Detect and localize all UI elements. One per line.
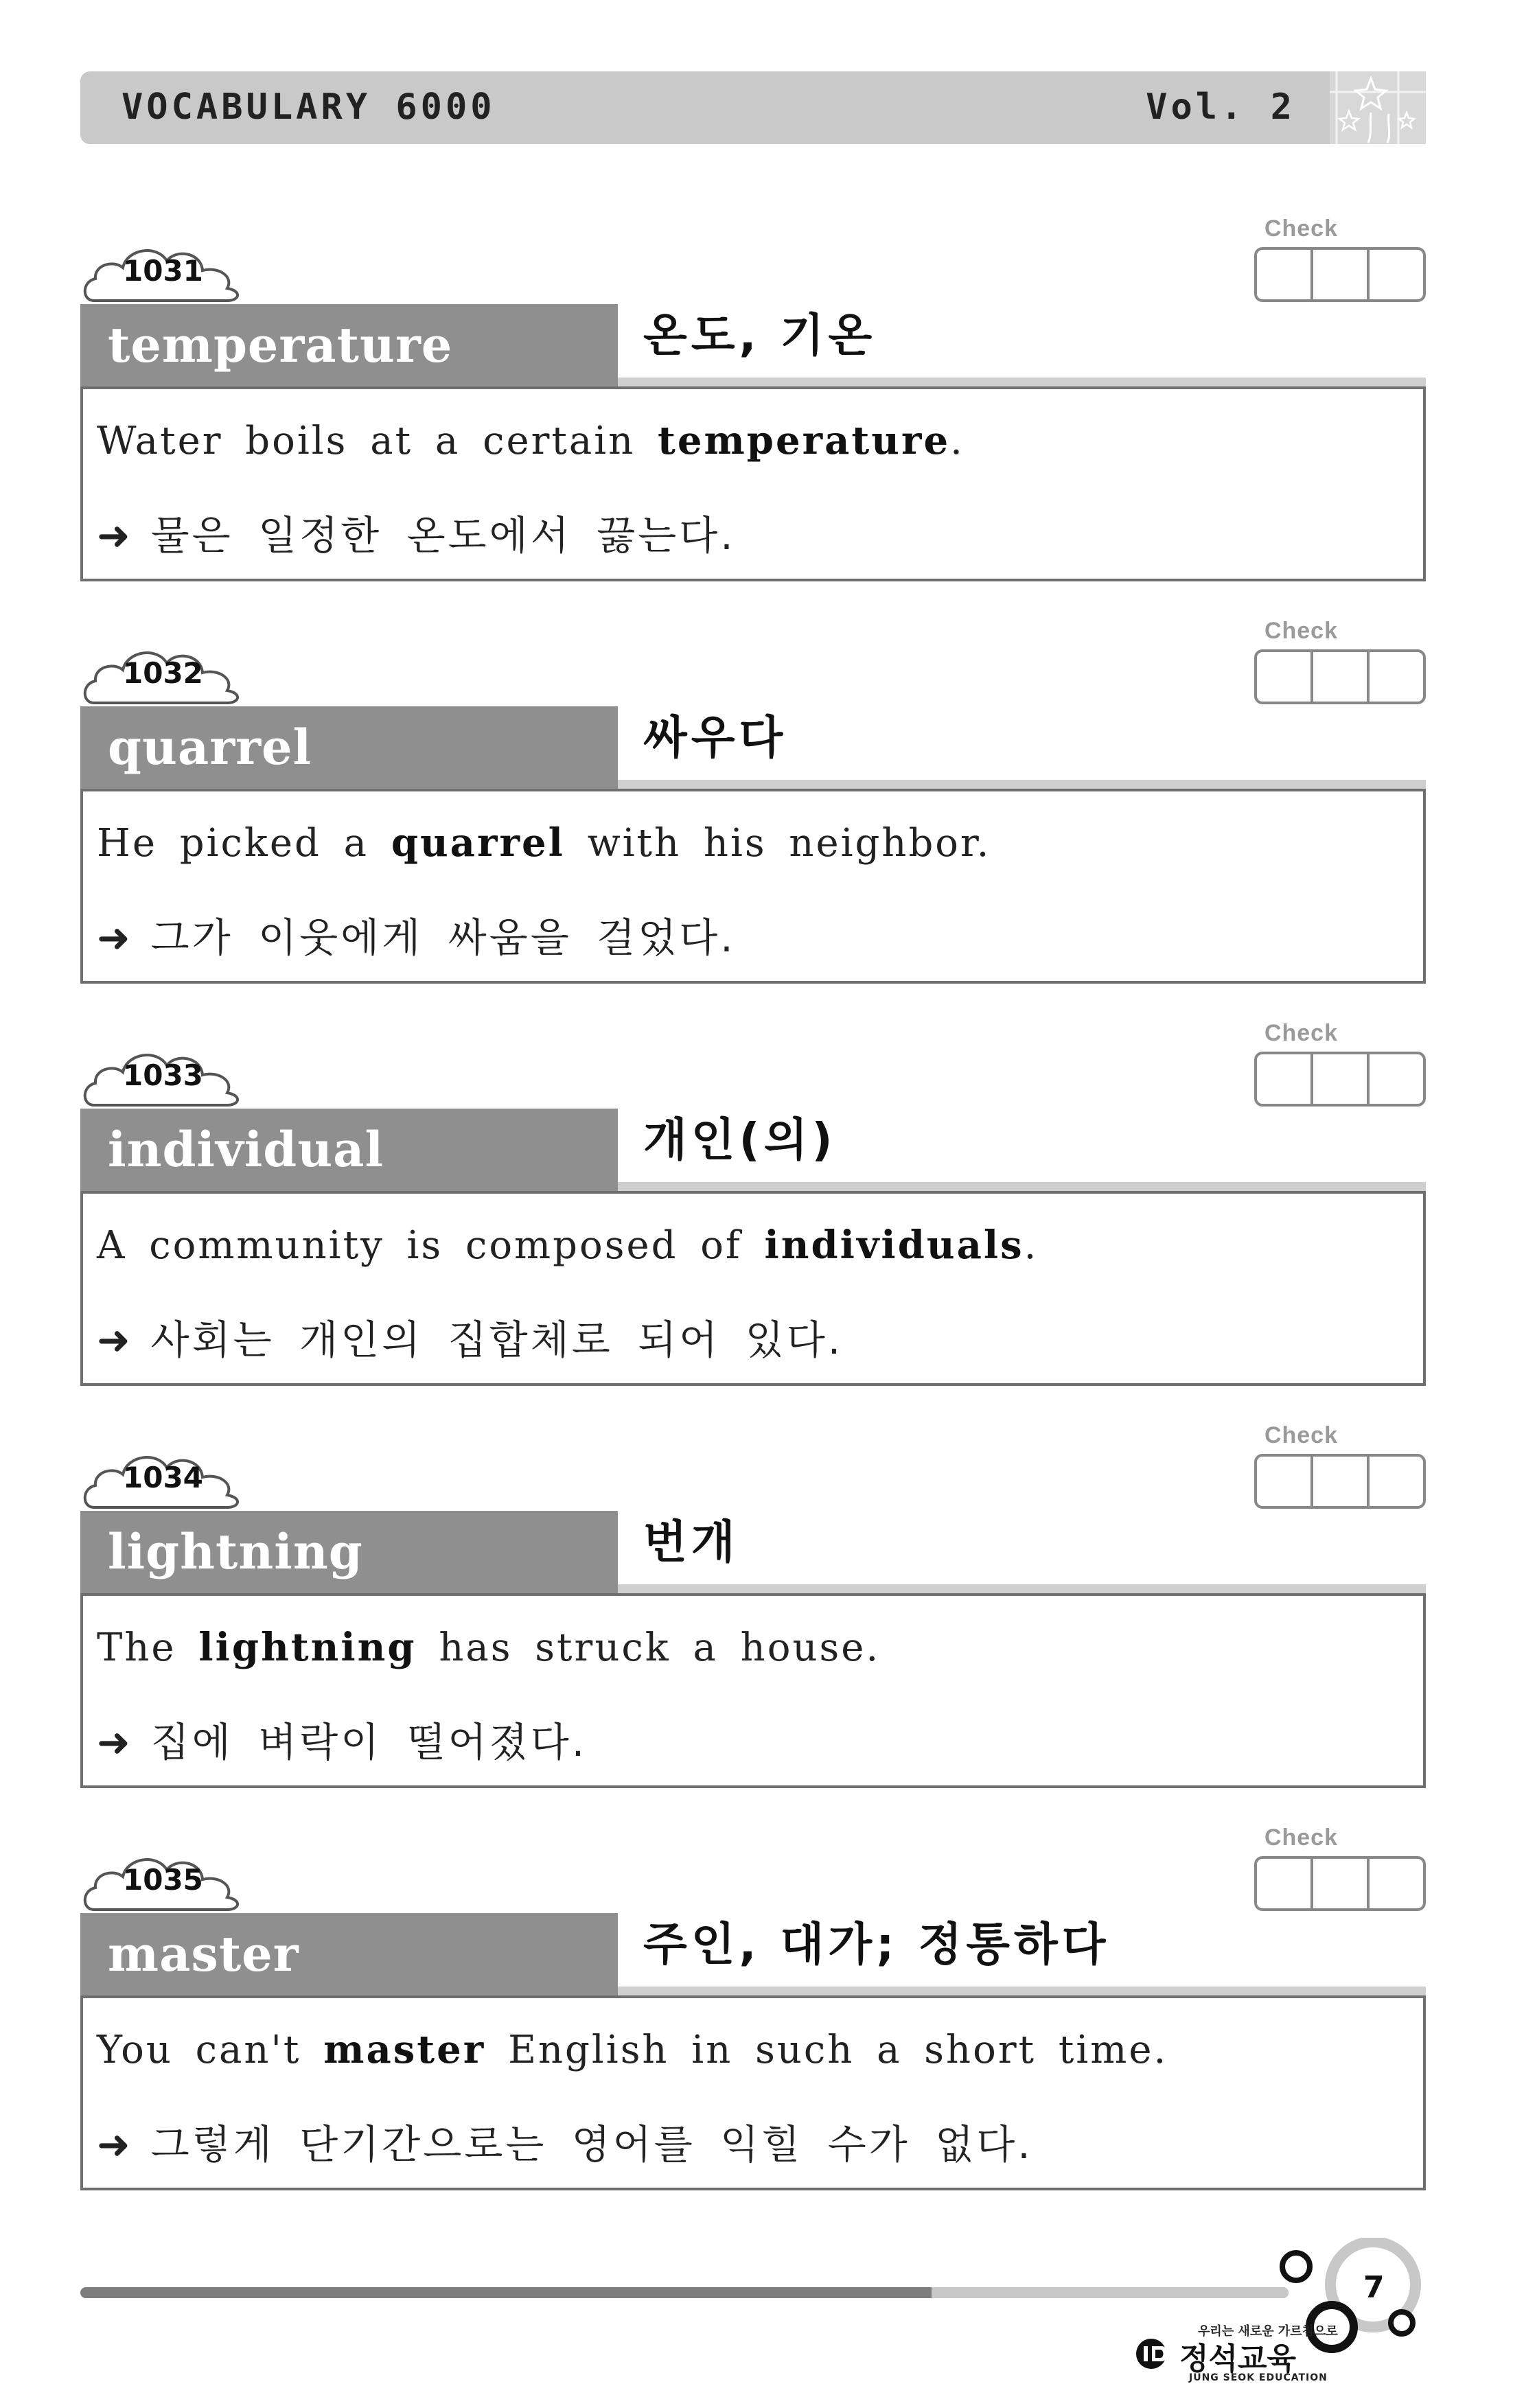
korean-meaning: 온도, 기온 — [643, 309, 877, 362]
example-keyword: quarrel — [391, 820, 565, 866]
example-box — [80, 1191, 1426, 1386]
meaning-underline — [618, 378, 1426, 386]
check-box[interactable] — [1370, 652, 1423, 702]
vocab-entry — [80, 1422, 1426, 1766]
check-box[interactable] — [1257, 1054, 1313, 1104]
meaning-underline — [618, 1182, 1426, 1191]
header-bar — [80, 71, 1426, 144]
korean-meaning: 싸우다 — [643, 711, 787, 764]
vocab-entry — [80, 618, 1426, 961]
check-box[interactable] — [1257, 250, 1313, 299]
headword: quarrel — [108, 719, 312, 776]
headword: master — [108, 1925, 299, 1982]
check-box[interactable] — [1257, 1457, 1313, 1506]
example-box — [80, 1995, 1426, 2190]
example-sentence: He picked a quarrel with his neighbor. — [97, 820, 991, 866]
korean-meaning: 번개 — [643, 1516, 739, 1568]
check-boxes[interactable] — [1254, 1052, 1426, 1107]
headword: individual — [108, 1121, 384, 1178]
example-box — [80, 789, 1426, 984]
korean-meaning: 주인, 대가; 정통하다 — [643, 1918, 1110, 1971]
check-boxes[interactable] — [1254, 1454, 1426, 1509]
arrow-icon: ➜ — [97, 2121, 130, 2168]
example-translation: ➜ 그렇게 단기간으로는 영어를 익힐 수가 없다. — [97, 2121, 1033, 2168]
check-label: Check — [1264, 216, 1338, 242]
example-keyword: individuals — [764, 1223, 1024, 1268]
entry-number: 1035 — [123, 1863, 203, 1897]
word-band — [80, 1109, 618, 1191]
check-box[interactable] — [1257, 1859, 1313, 1908]
check-boxes[interactable] — [1254, 649, 1426, 704]
check-label: Check — [1264, 1020, 1338, 1046]
example-sentence: The lightning has struck a house. — [97, 1625, 881, 1670]
example-translation: ➜ 그가 이웃에게 싸움을 걸었다. — [97, 914, 736, 961]
headword: temperature — [108, 316, 453, 373]
footer-line — [80, 2287, 1289, 2298]
check-label: Check — [1264, 1825, 1338, 1851]
example-box — [80, 386, 1426, 581]
check-box[interactable] — [1370, 1859, 1423, 1908]
vocab-entry — [80, 1825, 1426, 2168]
example-sentence: A community is composed of individuals. — [97, 1223, 1039, 1268]
volume-label: Vol. 2 — [1146, 86, 1295, 128]
check-boxes[interactable] — [1254, 247, 1426, 302]
check-box[interactable] — [1370, 250, 1423, 299]
example-box — [80, 1593, 1426, 1788]
meaning-underline — [618, 780, 1426, 789]
example-sentence: Water boils at a certain temperature. — [97, 418, 965, 463]
entry-number: 1033 — [123, 1058, 203, 1092]
check-box[interactable] — [1313, 1054, 1370, 1104]
example-keyword: temperature — [658, 418, 951, 463]
arrow-icon: ➜ — [97, 914, 130, 961]
check-box[interactable] — [1313, 1457, 1370, 1506]
arrow-icon: ➜ — [97, 1719, 130, 1766]
page-number: 7 — [1363, 2270, 1385, 2305]
check-box[interactable] — [1370, 1054, 1423, 1104]
publisher-name: 정석교육 — [1179, 2341, 1297, 2376]
entry-number: 1034 — [123, 1461, 203, 1494]
word-band — [80, 1511, 618, 1593]
arrow-icon: ➜ — [97, 1317, 130, 1363]
check-box[interactable] — [1370, 1457, 1423, 1506]
word-band — [80, 304, 618, 386]
series-title: VOCABULARY 6000 — [122, 86, 496, 128]
publisher-logo-icon — [1134, 2337, 1174, 2371]
meaning-underline — [618, 1987, 1426, 1995]
publisher-name-en: JUNG SEOK EDUCATION — [1189, 2372, 1328, 2383]
entry-number: 1032 — [123, 656, 203, 690]
vocab-entry — [80, 1020, 1426, 1363]
check-box[interactable] — [1313, 652, 1370, 702]
korean-meaning: 개인(의) — [643, 1113, 837, 1166]
example-keyword: lightning — [198, 1625, 417, 1670]
example-keyword: master — [323, 2027, 486, 2072]
footer-line-highlight — [932, 2287, 1289, 2298]
check-boxes[interactable] — [1254, 1856, 1426, 1911]
example-sentence: You can't master English in such a short time. — [97, 2027, 1168, 2072]
example-translation: ➜ 집에 벼락이 떨어졌다. — [97, 1719, 588, 1766]
star-sparkle-icon — [1330, 71, 1426, 144]
arrow-icon: ➜ — [97, 512, 130, 559]
check-box[interactable] — [1313, 1859, 1370, 1908]
word-band — [80, 1913, 618, 1995]
entry-number: 1031 — [123, 254, 203, 288]
example-translation: ➜ 사회는 개인의 집합체로 되어 있다. — [97, 1317, 844, 1363]
check-label: Check — [1264, 1422, 1338, 1448]
example-translation: ➜ 물은 일정한 온도에서 끓는다. — [97, 512, 736, 559]
check-box[interactable] — [1313, 250, 1370, 299]
publisher-tagline: 우리는 새로운 가르침으로 — [1198, 2324, 1338, 2339]
vocab-entry — [80, 216, 1426, 559]
headword: lightning — [108, 1523, 363, 1580]
check-box[interactable] — [1257, 652, 1313, 702]
word-band — [80, 706, 618, 789]
meaning-underline — [618, 1584, 1426, 1593]
check-label: Check — [1264, 618, 1338, 644]
